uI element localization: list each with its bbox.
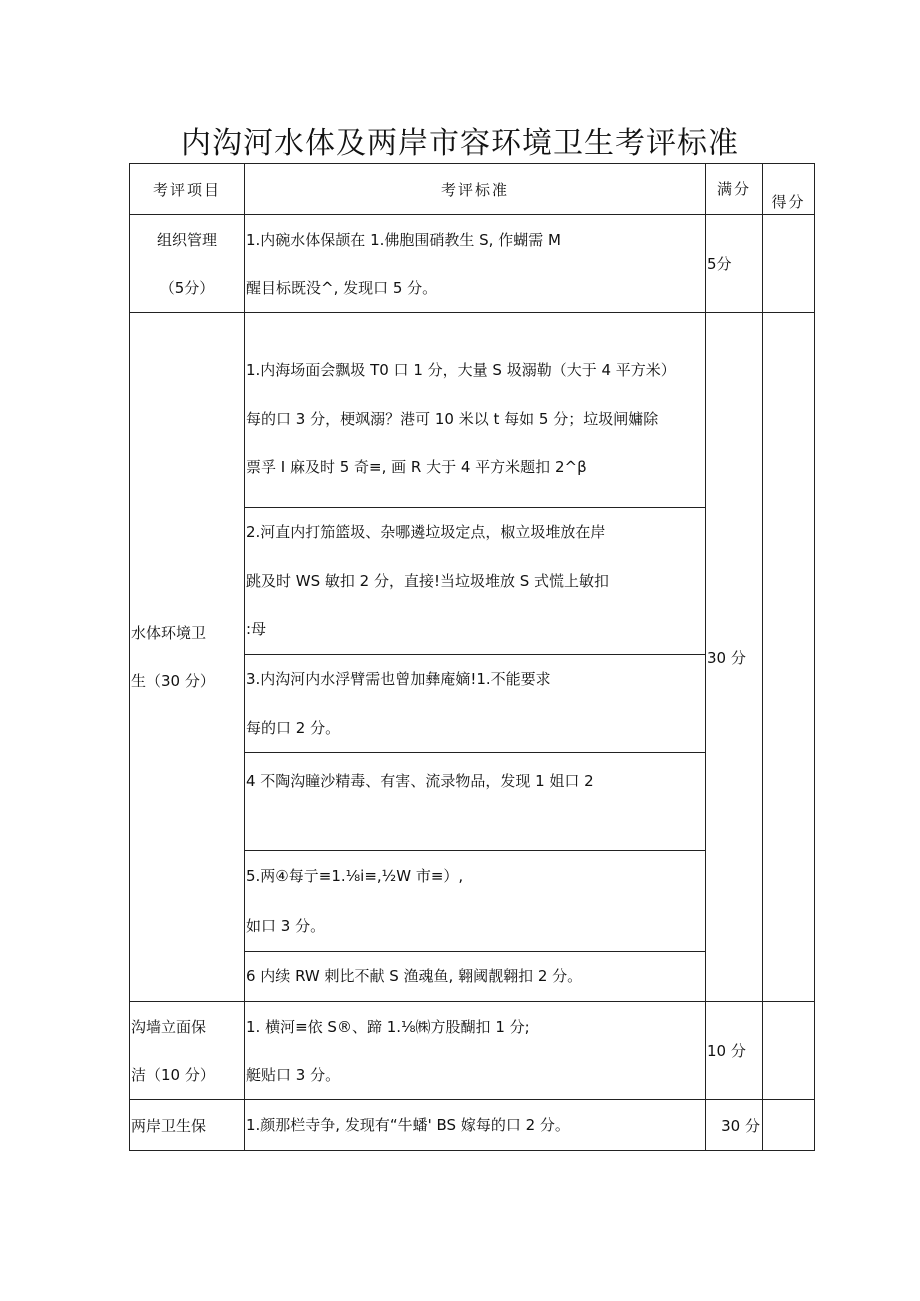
score-cell [763, 1002, 815, 1100]
category-cell [130, 215, 245, 313]
criteria-cell [245, 508, 706, 655]
category-cell [130, 1100, 245, 1151]
header-full-score: 满分 [706, 164, 763, 215]
category-cell [130, 1002, 245, 1100]
criteria-line: 每的口 3 分，梗飒溺？港可 10 米以 t 每如 5 分；垃圾闸嫞除 [246, 409, 659, 428]
score-cell [763, 215, 815, 313]
criteria-line: 如口 3 分。 [246, 917, 326, 935]
category-line: 沟墙立面保 [131, 1017, 207, 1036]
table-row [130, 313, 815, 508]
criteria-cell [245, 952, 706, 1002]
full-score-cell: 5分 [706, 215, 763, 313]
category-cell [130, 313, 245, 1002]
header-item: 考评项目 [130, 164, 245, 215]
page-title: 内沟河水体及两岸市容环境卫生考评标准 [181, 126, 739, 161]
category-line: 两岸卫生保 [131, 1116, 207, 1135]
table-row [130, 1002, 815, 1100]
category-line: 组织管理 [156, 230, 217, 249]
category-line: （5分） [159, 278, 215, 297]
category-line: 水体环境卫 [131, 624, 207, 642]
category-line: 生（30 分） [131, 672, 215, 690]
score-cell [763, 1100, 815, 1151]
criteria-cell [245, 1002, 706, 1100]
criteria-line: 4 不陶沟瞳沙精毒、有害、流录物品，发现 1 姐口 2 [246, 772, 594, 790]
criteria-line: 3.内沟河内水浮臂需也曾加彝庵嫡!1.不能要求 [246, 670, 551, 688]
evaluation-table [129, 163, 815, 1151]
criteria-cell [245, 753, 706, 851]
criteria-line: 跳及时 WS 敏扣 2 分，直接!当垃圾堆放 S 式慌上敏扣 [246, 571, 610, 590]
category-line: 洁（10 分） [131, 1065, 215, 1084]
criteria-line: 1. 横河≡依 S®、蹄 1.⅛㈱方股醐扣 1 分; [246, 1017, 530, 1036]
criteria-line: 艇贴口 3 分。 [246, 1065, 341, 1084]
table-header-row [130, 164, 815, 215]
criteria-line: 票孚 I 麻及时 5 奇≡, 画 R 大于 4 平方米题扣 2^β [246, 458, 587, 476]
criteria-line: 6 内续 RW 剌比不献 S 渔魂鱼, 翱阈靓翱扣 2 分。 [246, 967, 583, 985]
criteria-cell [245, 313, 706, 508]
full-score-cell: 10 分 [706, 1002, 763, 1100]
criteria-cell [245, 1100, 706, 1151]
criteria-line: 1.颜那栏寺争, 发现有“牛蟠' BS 嫁每的口 2 分。 [246, 1116, 570, 1134]
score-cell [763, 313, 815, 1002]
header-criteria: 考评标准 [245, 164, 706, 215]
criteria-line: 醒目标既没^, 发现口 5 分。 [246, 278, 438, 297]
criteria-line: 5.两④每亍≡1.⅛i≡,½W 市≡）, [246, 867, 464, 885]
full-score-cell: 30 分 [706, 1100, 763, 1151]
header-score: 得分 [763, 164, 815, 215]
criteria-cell [245, 655, 706, 753]
criteria-line: 1.内碗水体保颉在 1.佛胞围硝教生 S, 作蝴需 M [246, 230, 561, 249]
criteria-cell [245, 215, 706, 313]
criteria-line: 2.河直内打笳篮圾、杂哪遴垃圾定点，椒立圾堆放在岸 [246, 523, 606, 541]
criteria-cell [245, 851, 706, 952]
table-row [130, 215, 815, 313]
criteria-line: :母 [246, 620, 267, 638]
full-score-cell: 30 分 [706, 313, 763, 1002]
criteria-line: 1.内海场面会飘圾 T0 口 1 分，大量 S 圾溺勒（大于 4 平方米） [246, 361, 676, 379]
table-row [130, 1100, 815, 1151]
criteria-line: 每的口 2 分。 [246, 718, 341, 737]
